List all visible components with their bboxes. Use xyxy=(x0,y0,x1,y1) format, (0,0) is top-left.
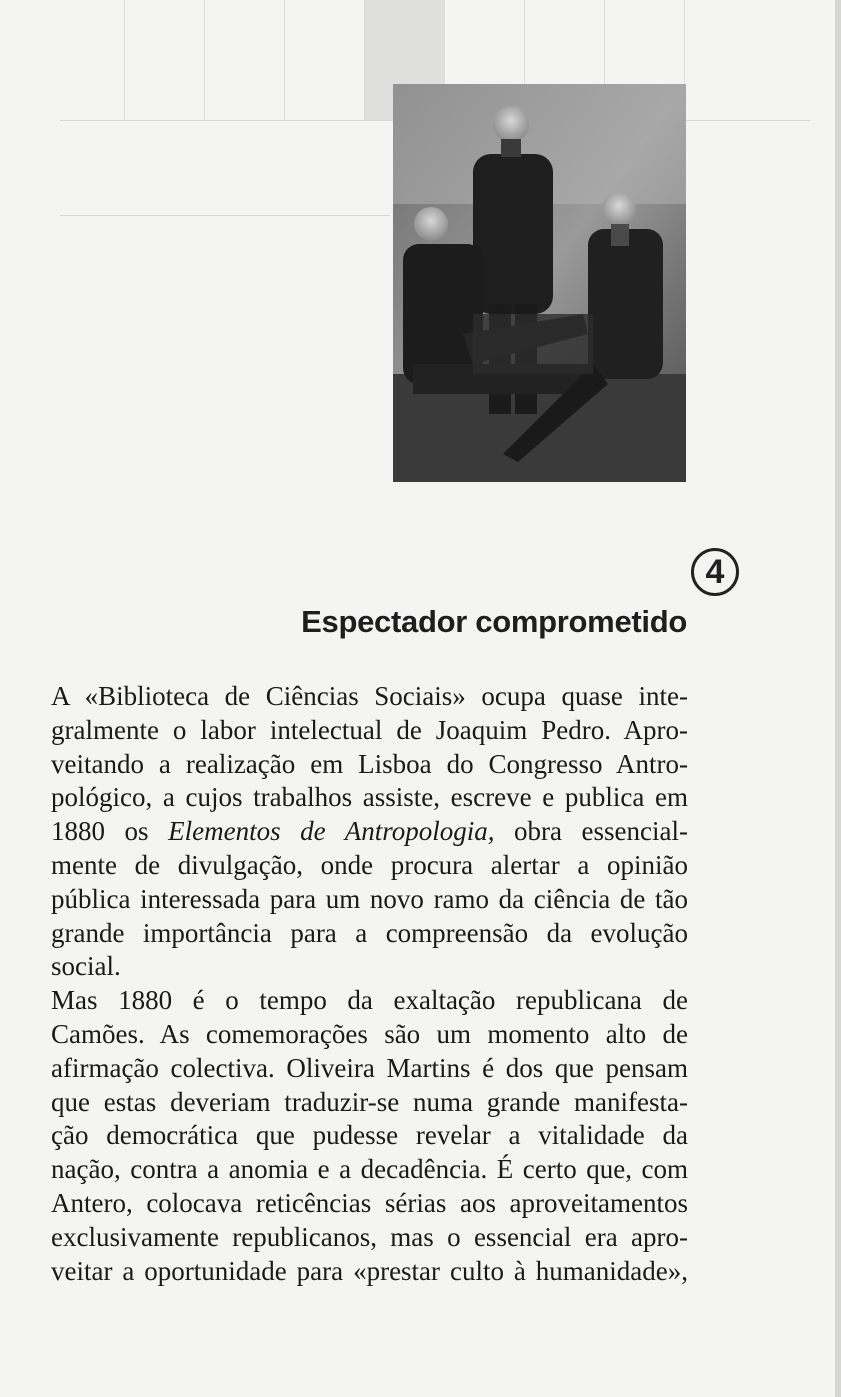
historical-group-portrait-photo xyxy=(393,84,686,482)
text-line: pológico, a cujos trabalhos assiste, escreve e publica em xyxy=(51,782,688,813)
text-line: Camões. As comemorações são um momento alto de xyxy=(51,1018,688,1049)
section-title: Espectador comprometido xyxy=(301,604,687,639)
text-line: exclusivamente republicanos, mas o essencial era apro- xyxy=(51,1221,688,1252)
text-line: afirmação colectiva. Oliveira Martins é dos que pensam xyxy=(51,1052,688,1083)
text-line: mente de divulgação, onde procura alertar a opinião xyxy=(51,849,688,880)
text-line: Antero, colocava reticências sérias aos aproveitamentos xyxy=(51,1187,688,1218)
text-line: pública interessada para um novo ramo da ciência de tão xyxy=(51,883,688,914)
text-line: veitando a realização em Lisboa do Congresso Antro- xyxy=(51,748,688,779)
chapter-number-badge xyxy=(691,548,739,596)
book-title: Elementos de Antropologia, xyxy=(168,816,495,847)
paragraph-1 xyxy=(51,680,688,984)
paragraph-2 xyxy=(51,984,688,1288)
text-line: Mas 1880 é o tempo da exaltação republicana de xyxy=(51,985,688,1016)
text-line: veitar a oportunidade para «prestar culto à humanidade», xyxy=(51,1255,688,1286)
show-through-rule xyxy=(60,215,390,216)
text-fragment: 1880 os xyxy=(51,816,169,847)
text-line: que estas deveriam traduzir-se numa grande manifesta- xyxy=(51,1086,688,1117)
text-line xyxy=(51,815,688,849)
text-line: nação, contra a anomia e a decadência. É certo que, com xyxy=(51,1154,688,1185)
body-text xyxy=(51,680,688,1288)
text-line: A «Biblioteca de Ciências Sociais» ocupa quase inte- xyxy=(51,681,688,711)
text-line: gralmente o labor intelectual de Joaquim Pedro. Apro- xyxy=(51,714,688,745)
text-fragment: obra essencial- xyxy=(494,816,689,847)
page-edge xyxy=(835,0,841,1397)
text-line: ção democrática que pudesse revelar a vitalidade da xyxy=(51,1120,688,1151)
text-line: social. xyxy=(51,951,121,982)
chapter-number: 4 xyxy=(705,553,725,591)
text-line: grande importância para a compreensão da evolução xyxy=(51,917,688,948)
